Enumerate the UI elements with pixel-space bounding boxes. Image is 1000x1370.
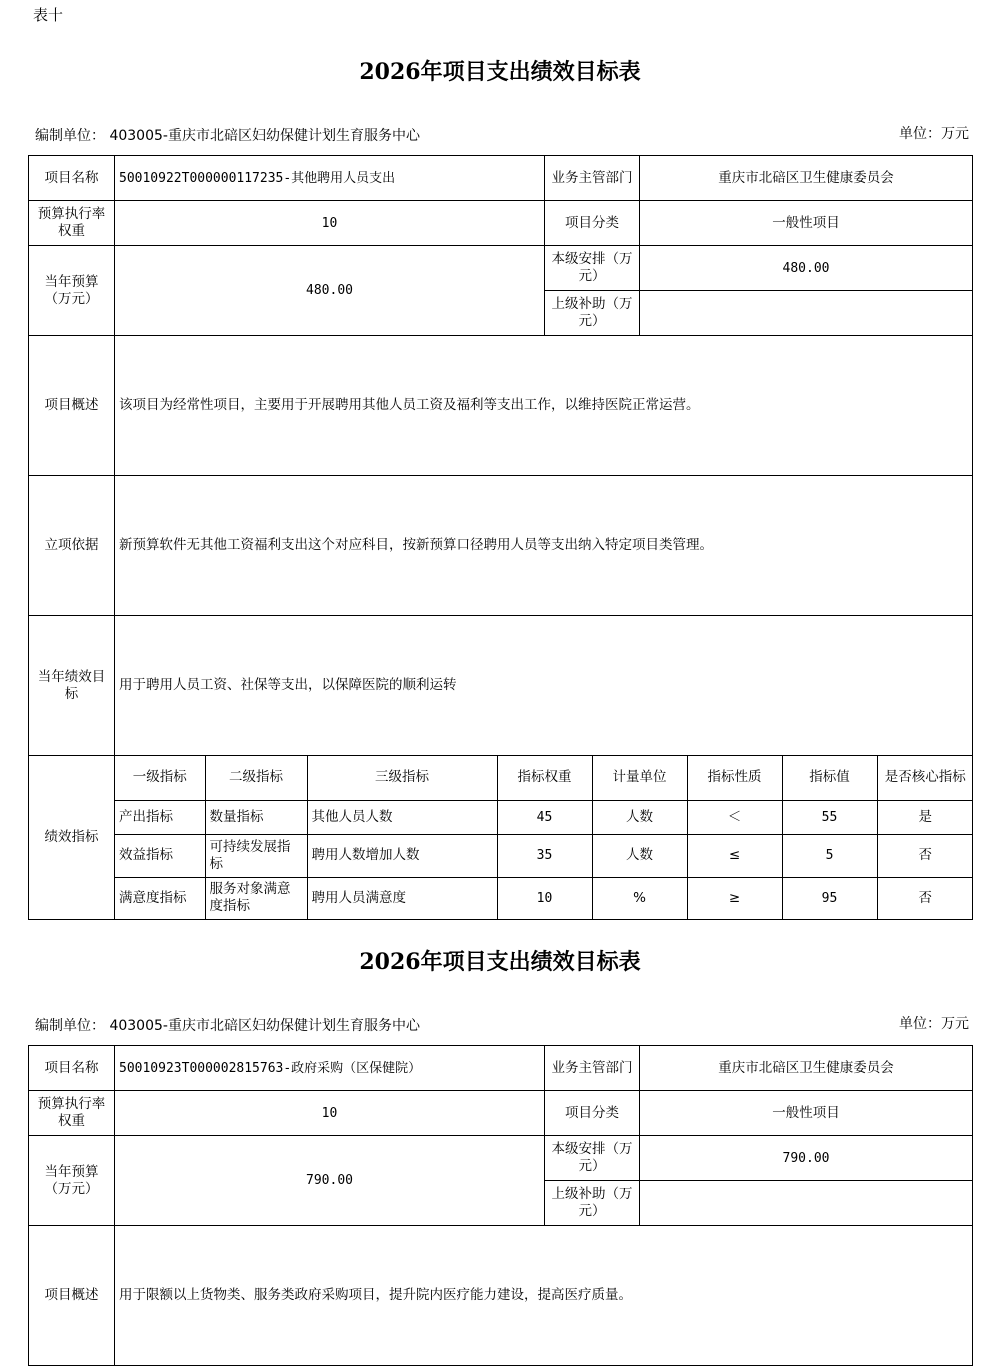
currency-unit: 单位：万元 <box>899 1016 969 1032</box>
budget: 790.00 <box>115 1136 545 1226</box>
indicator-label: 绩效指标 <box>29 756 115 920</box>
local-label: 本级安排（万元） <box>545 1136 640 1181</box>
table-row <box>115 800 973 834</box>
indicator-level2: 数量指标 <box>205 800 307 834</box>
indicator-core: 否 <box>877 834 973 877</box>
indicator-value: 5 <box>782 834 877 877</box>
overview-label: 项目概述 <box>29 1226 115 1366</box>
budget-label: 当年预算（万元） <box>29 1136 115 1226</box>
indicator-header: 计量单位 <box>592 756 687 800</box>
dept-label: 业务主管部门 <box>545 156 640 201</box>
dept: 重庆市北碚区卫生健康委员会 <box>640 1046 973 1091</box>
goal-label: 当年绩效目标 <box>29 616 115 756</box>
performance-target-table <box>28 1045 973 1366</box>
project-name-label: 项目名称 <box>29 1046 115 1091</box>
goal: 用于聘用人员工资、社保等支出，以保障医院的顺利运转 <box>115 616 973 756</box>
indicator-core: 否 <box>877 877 973 919</box>
local-label: 本级安排（万元） <box>545 246 640 291</box>
indicator-level2: 可持续发展指标 <box>205 834 307 877</box>
project-name: 50010922T000000117235-其他聘用人员支出 <box>115 156 545 201</box>
budget: 480.00 <box>115 246 545 336</box>
indicator-level3: 聘用人员满意度 <box>307 877 497 919</box>
currency-unit: 单位：万元 <box>899 126 969 142</box>
project-name-label: 项目名称 <box>29 156 115 201</box>
indicator-nature: ＜ <box>687 800 782 834</box>
indicator-weight: 35 <box>497 834 592 877</box>
indicator-weight: 10 <box>497 877 592 919</box>
compiling-unit: 编制单位： 403005-重庆市北碚区妇幼保健计划生育服务中心 <box>35 1018 420 1034</box>
indicator-core: 是 <box>877 800 973 834</box>
indicator-level3: 聘用人数增加人数 <box>307 834 497 877</box>
category-label: 项目分类 <box>545 1091 640 1136</box>
table-row <box>115 834 973 877</box>
weight: 10 <box>115 1091 545 1136</box>
overview-label: 项目概述 <box>29 336 115 476</box>
indicator-weight: 45 <box>497 800 592 834</box>
weight-label: 预算执行率权重 <box>29 1091 115 1136</box>
indicator-unit: 人数 <box>592 800 687 834</box>
indicator-unit: 人数 <box>592 834 687 877</box>
indicator-value: 95 <box>782 877 877 919</box>
indicator-nature: ≤ <box>687 834 782 877</box>
weight: 10 <box>115 201 545 246</box>
project-name: 50010923T000002815763-政府采购（区保健院） <box>115 1046 545 1091</box>
category: 一般性项目 <box>640 1091 973 1136</box>
indicator-value: 55 <box>782 800 877 834</box>
corner-label: 表十 <box>33 6 64 24</box>
overview: 该项目为经常性项目，主要用于开展聘用其他人员工资及福利等支出工作，以维持医院正常运营。 <box>115 336 973 476</box>
indicator-header: 三级指标 <box>307 756 497 800</box>
indicator-header: 二级指标 <box>205 756 307 800</box>
local-amount: 790.00 <box>640 1136 973 1181</box>
budget-label: 当年预算（万元） <box>29 246 115 336</box>
weight-label: 预算执行率权重 <box>29 201 115 246</box>
category-label: 项目分类 <box>545 201 640 246</box>
performance-target-table <box>28 155 973 920</box>
indicator-table <box>115 756 973 919</box>
upper-label: 上级补助（万元） <box>545 291 640 336</box>
basis: 新预算软件无其他工资福利支出这个对应科目，按新预算口径聘用人员等支出纳入特定项目类管理。 <box>115 476 973 616</box>
indicator-level3: 其他人员人数 <box>307 800 497 834</box>
overview: 用于限额以上货物类、服务类政府采购项目，提升院内医疗能力建设，提高医疗质量。 <box>115 1226 973 1366</box>
dept: 重庆市北碚区卫生健康委员会 <box>640 156 973 201</box>
indicator-header: 指标性质 <box>687 756 782 800</box>
local-amount: 480.00 <box>640 246 973 291</box>
indicator-level2: 服务对象满意度指标 <box>205 877 307 919</box>
upper-amount <box>640 1181 973 1226</box>
indicator-level1: 产出指标 <box>115 800 205 834</box>
category: 一般性项目 <box>640 201 973 246</box>
table-title: 2026年项目支出绩效目标表 <box>359 949 641 975</box>
upper-amount <box>640 291 973 336</box>
indicator-header: 指标值 <box>782 756 877 800</box>
dept-label: 业务主管部门 <box>545 1046 640 1091</box>
indicator-header: 一级指标 <box>115 756 205 800</box>
compiling-unit: 编制单位： 403005-重庆市北碚区妇幼保健计划生育服务中心 <box>35 128 420 144</box>
indicator-nature: ≥ <box>687 877 782 919</box>
indicator-header: 指标权重 <box>497 756 592 800</box>
basis-label: 立项依据 <box>29 476 115 616</box>
indicator-level1: 效益指标 <box>115 834 205 877</box>
indicator-header: 是否核心指标 <box>877 756 973 800</box>
indicator-unit: % <box>592 877 687 919</box>
upper-label: 上级补助（万元） <box>545 1181 640 1226</box>
table-row <box>115 877 973 919</box>
indicator-level1: 满意度指标 <box>115 877 205 919</box>
table-title: 2026年项目支出绩效目标表 <box>359 59 641 85</box>
